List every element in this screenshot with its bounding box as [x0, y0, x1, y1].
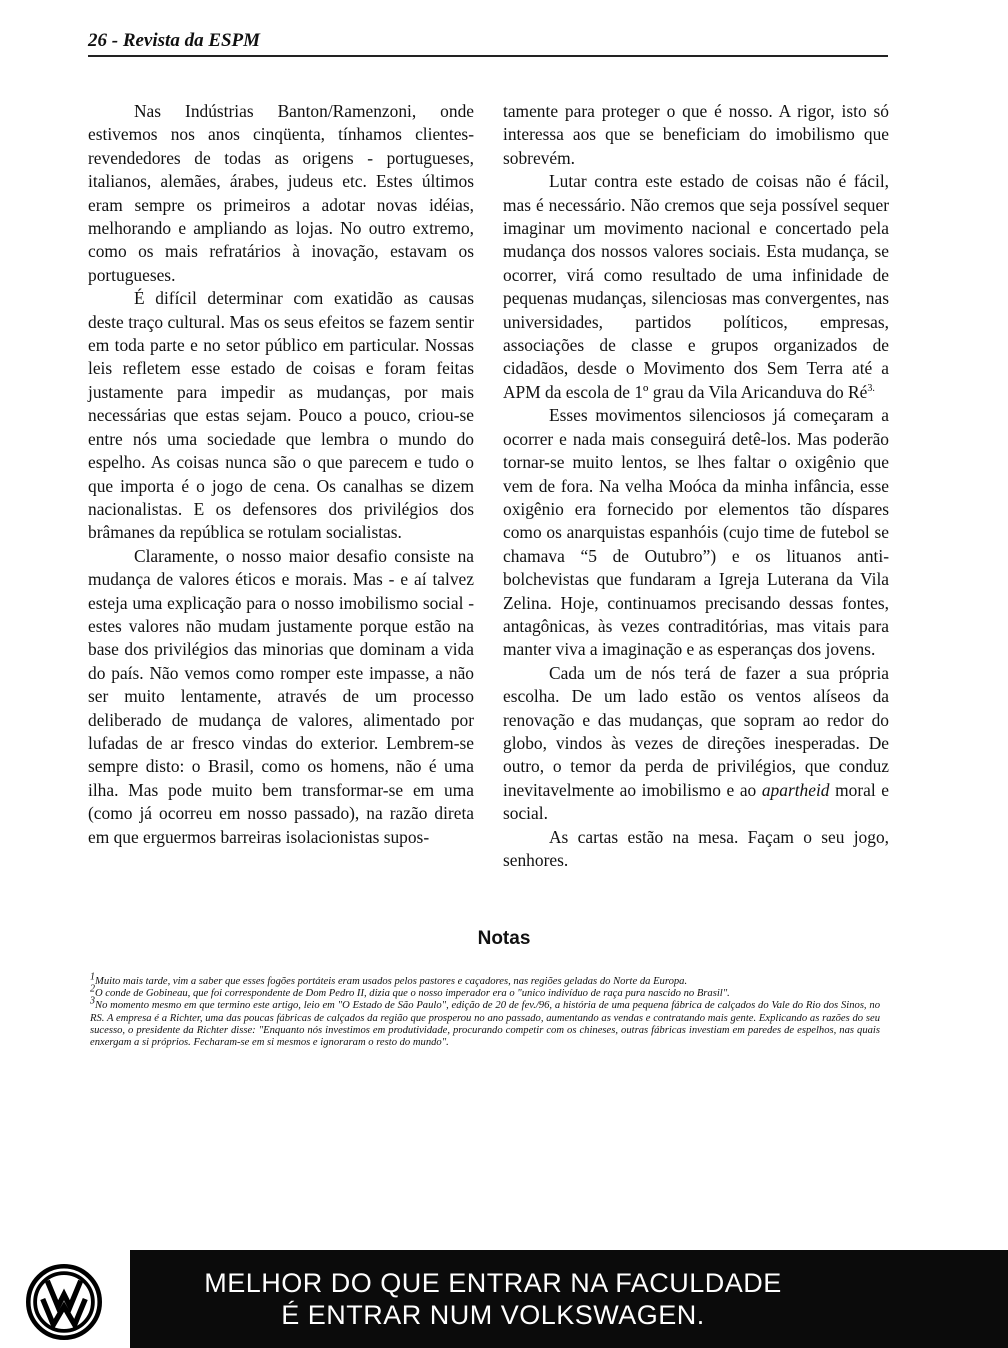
paragraph-continuation: tamente para proteger o que é nosso. A rigor, isto só interessa aos que se beneficiam do imobilismo que sobrevém.	[503, 101, 889, 168]
paragraph: As cartas estão na mesa. Façam o seu jogo, senhores.	[503, 826, 889, 870]
ad-slogan	[130, 1267, 856, 1331]
note-item	[90, 995, 880, 1049]
header-rule	[88, 55, 888, 57]
note-item	[90, 971, 880, 988]
article-right-column	[503, 100, 889, 872]
volkswagen-ad	[0, 1250, 1008, 1348]
paragraph-text: moral e social.	[503, 779, 889, 824]
running-head: 26 - Revista da ESPM	[88, 30, 261, 51]
notes-title: Notas	[477, 928, 531, 949]
note-item	[90, 983, 880, 1000]
note-number: 1	[90, 971, 95, 983]
paragraph: É difícil determinar com exatidão as causas deste traço cultural. Mas os seus efeitos se fazem sentir em toda parte e no setor público em particular. Nossas leis refletem esse estado de coisas e foram feitas justamente para impedir as mudanças, por mais necessárias que estas sejam. Pouco a pouco, criou-se entre nós uma sociedade que lembra o mundo do espelho. As coisas nunca são o que parecem e tudo o que importa é o jogo de cena. Os canalhas se dizem nacionalistas. E os defensores dos privilégios dos brâmanes da república se rotulam socialistas.	[88, 288, 474, 543]
paragraph	[503, 662, 889, 826]
note-text: O conde de Gobineau, que foi correspondente de Dom Pedro II, dizia que o nosso imperador era o "unico indivíduo de raça pura nascido no Brasil".	[95, 988, 730, 1000]
paragraph	[503, 170, 889, 404]
paragraph: Esses movimentos silenciosos já começaram a ocorrer e nada mais conseguirá detê-los. Mas poderão tornar-se muito lentos, se lhes faltar o oxigênio que vem de fora. Na velha Moóca da minha infância, esse oxigênio era fornecido por elementos tão díspares como os anarquistas espanhóis (cujo time de futebol se chamava “5 de Outubro”) e os lituanos anti-bolchevistas que fundaram a Igreja Luterana da Vila Zelina. Hoje, continuamos precisando dessas fontes, antagônicas, às vezes contraditórias, mas vitais para manter viva a imaginação e as esperanças dos jovens.	[503, 405, 889, 660]
footnote-ref: 3.	[867, 383, 875, 395]
volkswagen-logo-icon	[26, 1264, 102, 1340]
ad-slogan-line: MELHOR DO QUE ENTRAR NA FACULDADE	[204, 1268, 782, 1298]
article-left-column	[88, 100, 474, 849]
note-text: Muito mais tarde, vim a saber que esses fogões portáteis eram usados pelos pastores e caçadores, nas regiões geladas do Norte da Europa.	[95, 976, 688, 987]
note-text: No momento mesmo em que termino este artigo, leio em "O Estado de São Paulo", edição de 20 de fev./96, a história de uma pequena fábrica de calçados do Vale do Rio dos Sinos, no RS. A empresa é a Richter, uma das poucas fábricas de calçados da região que prosperou no ano passado, aumentando as vendas e contratando mais gente. Explicando as razões do seu sucesso, o presidente da Richter disse: "Enquanto nós investimos em produtividade, procurando competir com os chineses, outras fábricas investiam em paredes de espelhos, nas quais enxergam a si próprios. Fecharam-se em si mesmos e ignoraram o resto do mundo".	[90, 1000, 880, 1049]
paragraph: Nas Indústrias Banton/Ramenzoni, onde estivemos nos anos cinqüenta, tínhamos clientes-revendedores de todas as origens - portugueses, italianos, alemães, árabes, judeus etc. Estes últimos eram sempre os primeiros a adotar novas idéias, melhorando e ampliando as lojas. No outro extremo, como os mais refratários à inovação, estavam os portugueses.	[88, 101, 474, 285]
note-number: 3	[90, 995, 95, 1007]
ad-slogan-line: É ENTRAR NUM VOLKSWAGEN.	[281, 1300, 705, 1330]
notes-list	[90, 971, 880, 1049]
italic-term: apartheid	[761, 779, 830, 800]
paragraph: Claramente, o nosso maior desafio consiste na mudança de valores éticos e morais. Mas - e aí talvez esteja uma explicação para o nosso imobilismo social - estes valores não mudam justamente porque estão na base dos privilégios das minorias que dominam a vida do país. Não vemos como romper este impasse, a não ser muito lentamente, através de um processo deliberado de mudança de valores, alimentado por lufadas de ar fresco vindas do exterior. Lembrem-se sempre disto: o Brasil, como os homens, não é uma ilha. Mas pode muito bem transformar-se em uma (como já ocorreu em nosso passado), na razão direta em que erguermos barreiras isolacionistas supos-	[88, 545, 474, 847]
paragraph-text: Cada um de nós terá de fazer a sua própria escolha. De um lado estão os ventos alíseos da renovação e das mudanças, que sopram ao redor do globo, vindos às vezes de direções inesperadas. De outro, o temor da perda de privilégios, que conduz inevitavelmente ao imobilismo e ao	[503, 662, 889, 800]
paragraph-text: Lutar contra este estado de coisas não é fácil, mas é necessário. Não cremos que seja possível sequer imaginar um movimento nacional e concertado pela mudança dos nossos valores sociais. Esta mudança, se ocorrer, virá como resultado de uma infinidade de pequenas mudanças, silenciosas mas convergentes, nas universidades, partidos políticos, empresas, associações de classe e grupos organizados de cidadãos, desde o Movimento dos Sem Terra até a APM da escola de 1º grau da Vila Aricanduva do Ré	[503, 171, 889, 402]
note-number: 2	[90, 983, 95, 995]
